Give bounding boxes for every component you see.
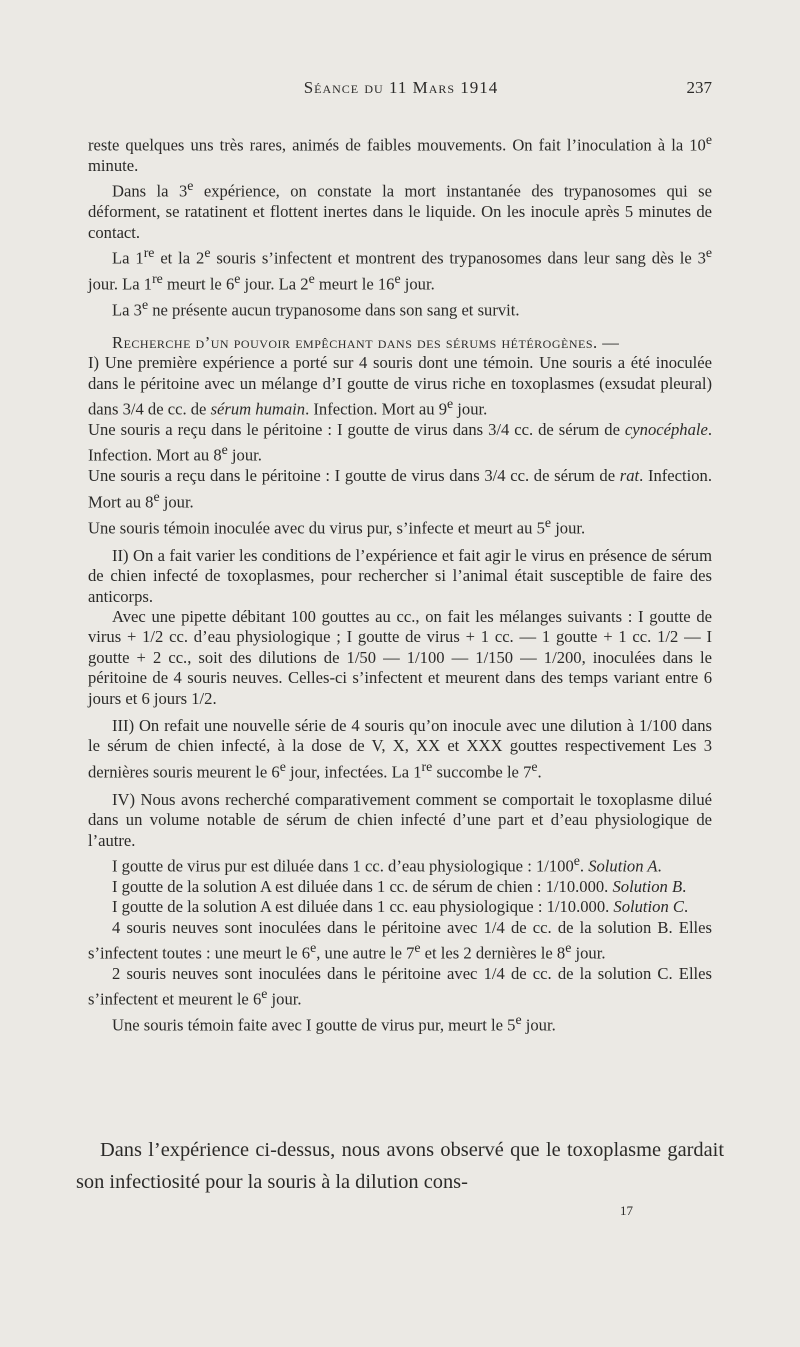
paragraph: II) On a fait varier les conditions de l’expérience et fait agir le virus en présence de sérum de chien infecté de toxoplasmes, pour rechercher si l’animal était susceptible de faire des anticorps. [88,545,712,606]
body-text [88,130,712,1036]
paragraph: Une souris témoin faite avec I goutte de virus pur, meurt le 5e jour. [112,1012,556,1035]
paragraph: III) On refait une nouvelle série de 4 souris qu’on inocule avec une dilution à 1/100 dans le sérum de chien infecté, à la dose de V, X, XX et XXX gouttes respectivement Les 3 dernières souris meurent le 6e jour, infectées. La 1re succombe le 7e. [88,715,712,782]
paragraph: La 1re et la 2e souris s’infectent et montrent des trypanosomes dans leur sang dès le 3e jour. La 1re meurt le 6e jour. La 2e meurt le 16e jour. [88,245,713,294]
running-header [90,78,712,102]
running-title: Séance du 11 Mars 1914 [303,78,499,97]
page-number: 237 [686,78,712,97]
paragraph: I) Une première expérience a porté sur 4 souris dont une témoin. Une souris a été inoculée dans le péritoine avec un mélange d’I goutte de virus riche en toxoplasmes (exsudat pleural) dans 3/4 de cc. de sérum humain. Infection. Mort au 9e jour. [88,353,712,419]
closing-paragraph-block [76,1134,724,1198]
section-paragraph [88,333,712,353]
paragraph: I goutte de virus pur est diluée dans 1 cc. d’eau physiologique : 1/100e. Solution A. [112,852,662,876]
paragraph: 4 souris neuves sont inoculées dans le péritoine avec 1/4 de cc. de la solution B. Elles s’infectent toutes : une meurt le 6e, une autre le 7e et les 2 dernières le 8e jour. [88,917,712,963]
paragraph: Une souris a reçu dans le péritoine : I goutte de virus dans 3/4 cc. de sérum de cynocéphale. Infection. Mort au 8e jour. [88,420,712,465]
paragraph: 2 souris neuves sont inoculées dans le péritoine avec 1/4 de cc. de la solution C. Elles s’infectent et meurent le 6e jour. [88,964,712,1009]
paragraph: Dans la 3e expérience, on constate la mort instantanée des trypanosomes qui se déforment, se ratatinent et flottent inertes dans le liquide. On les inocule après 5 minutes de contact. [88,178,712,242]
paragraph: Une souris a reçu dans le péritoine : I goutte de virus dans 3/4 cc. de sérum de rat. Infection. Mort au 8e jour. [88,466,712,512]
paragraph: I goutte de la solution A est diluée dans 1 cc. eau physiologique : 1/10.000. Solution C. [112,897,689,917]
paragraph: La 3e ne présente aucun trypanosome dans son sang et survit. [112,296,520,320]
paragraph: reste quelques uns très rares, animés de faibles mouvements. On fait l’inoculation à la 10e minute. [88,132,712,175]
section-body [88,353,712,420]
paragraph: I goutte de la solution A est diluée dans 1 cc. de sérum de chien : 1/10.000. Solution B. [112,876,687,896]
closing-paragraph: Dans l’expérience ci-dessus, nous avons observé que le toxoplasme gardait son infectiosité pour la souris à la dilution cons- [76,1139,724,1193]
paragraph: IV) Nous avons recherché comparativement comment se comportait le toxoplasme dilué dans un volume notable de sérum de chien infecté d’une part et d’eau physiologique de l’autre. [88,789,712,850]
section-heading: Recherche d’un pouvoir empêchant dans des sérums hétérogènes. — [112,332,620,352]
experiment-paragraphs [88,420,712,1036]
intro-paragraphs [88,130,712,321]
paragraph: Une souris témoin inoculée avec du virus pur, s’infecte et meurt au 5e jour. [88,514,586,538]
paragraph: Avec une pipette débitant 100 gouttes au cc., on fait les mélanges suivants : I goutte de virus + 1/2 cc. d’eau physiologique ; I goutte de virus + 1 cc. — 1 goutte + 1 cc. 1/2 — I goutte + 2 cc., soit des dilutions de 1/50 — 1/100 — 1/150 — 1/200, inoculées dans le péritoine de 4 souris neuves. Celles-ci s’infectent et meurent dans des temps variant entre 6 jours et 6 jours 1/2. [88,606,712,708]
signature-mark: 17 [620,1203,633,1218]
